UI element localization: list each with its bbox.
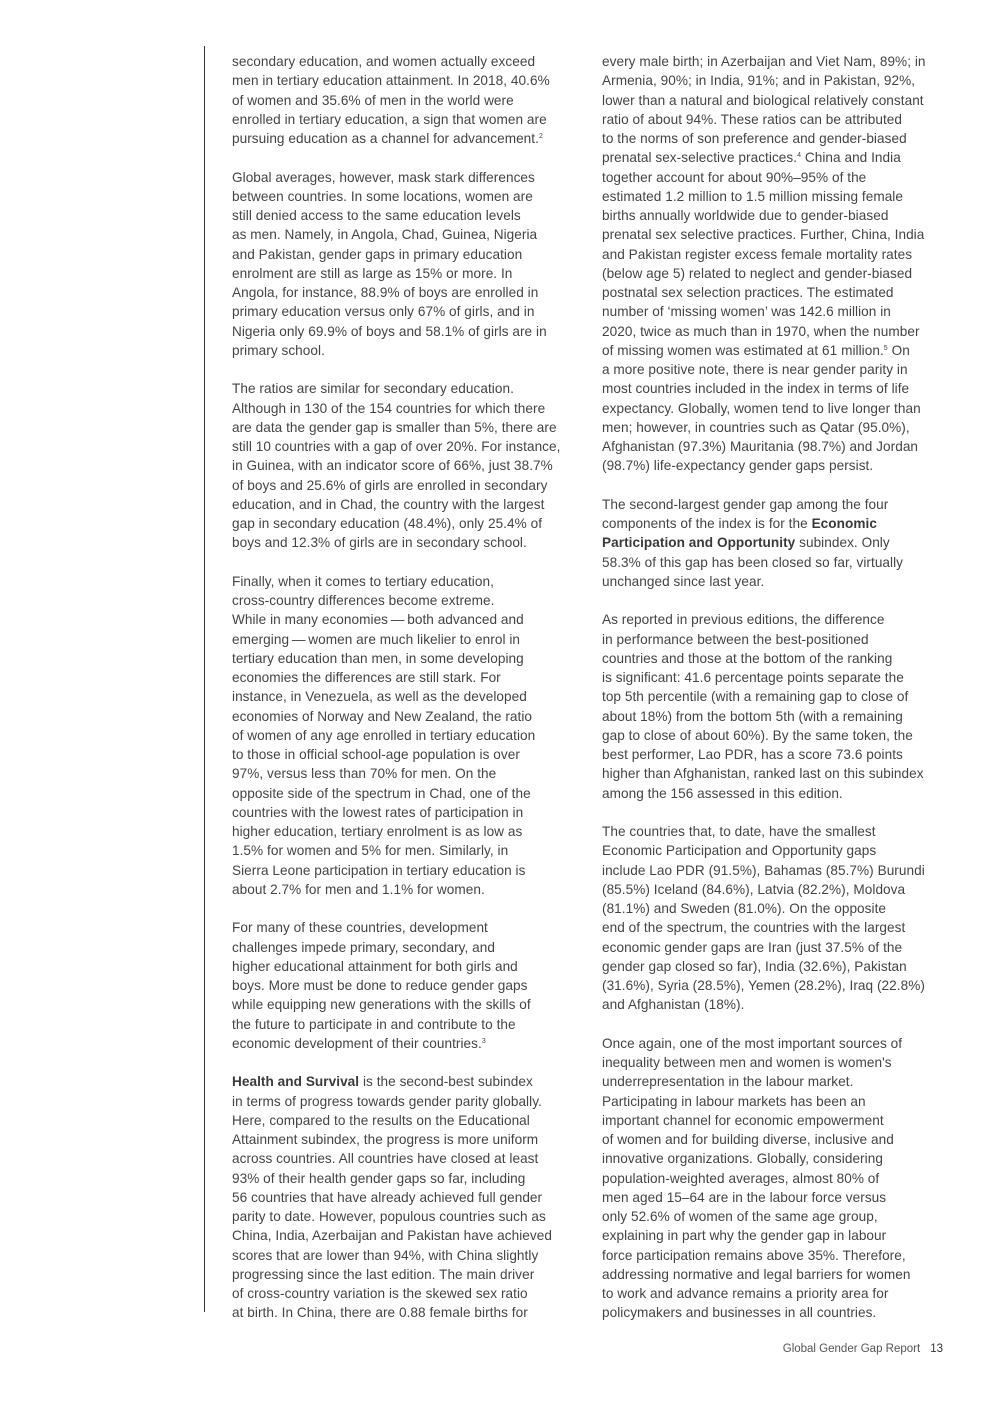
- text-line: are data the gender gap is smaller than 5%, there are: [232, 419, 557, 435]
- page-footer: [783, 1343, 943, 1355]
- text-line: The countries that, to date, have the smallest: [602, 824, 876, 839]
- text-line: Once again, one of the most important sources of: [602, 1035, 903, 1051]
- text-line: is significant: 41.6 percentage points separate the: [602, 670, 904, 685]
- text-line: still denied access to the same education levels: [232, 208, 521, 223]
- text-line: challenges impede primary, secondary, and: [232, 939, 495, 955]
- text-line: most countries included in the index in terms of life: [602, 381, 910, 397]
- text-line: Participation and Opportunity subindex. Only: [602, 535, 890, 551]
- text-line: across countries. All countries have closed at least: [232, 1151, 539, 1167]
- footnote-marker: 4: [797, 152, 802, 160]
- text-line: explaining in part why the gender gap in labour: [602, 1228, 887, 1244]
- text-line: men aged 15–64 are in the labour force versus: [602, 1189, 887, 1205]
- text-line: economic development of their countries.$^3$: [232, 1035, 486, 1051]
- text-line: only 52.6% of women of the same age group,: [602, 1209, 878, 1224]
- text-line: in Guinea, with an indicator score of 66%, just 38.7%: [232, 458, 553, 474]
- text-line: higher educational attainment for both girls and: [232, 958, 518, 974]
- text-line: of women and for building diverse, inclusive and: [602, 1132, 894, 1147]
- text-line: between countries. In some locations, women are: [232, 188, 533, 204]
- text-line: in performance between the best-positioned: [602, 631, 869, 647]
- text-line: Economic Participation and Opportunity gaps: [602, 843, 877, 859]
- text-line: prenatal sex selective practices. Further, China, India: [602, 227, 925, 243]
- text-line: force participation remains above 35%. Therefore,: [602, 1247, 906, 1263]
- text-line: higher education, tertiary enrolment is as low as: [232, 824, 523, 839]
- text-line: components of the index is for the Economic: [602, 516, 877, 531]
- text-line: enrolment are still as large as 15% or more. In: [232, 265, 513, 281]
- text-line: best performer, Lao PDR, has a score 73.6 points: [602, 747, 903, 762]
- report-title: Global Gender Gap Report: [782, 1343, 921, 1355]
- text-line: higher than Afghanistan, ranked last on this subindex: [602, 766, 924, 782]
- text-line: secondary education, and women actually exceed: [232, 54, 536, 69]
- text-line: as men. Namely, in Angola, Chad, Guinea, Nigeria: [232, 227, 538, 243]
- text-line: The second-largest gender gap among the four: [602, 496, 889, 512]
- paragraph: [232, 168, 584, 361]
- text-line: (31.6%), Syria (28.5%), Yemen (28.2%), Iraq (22.8%): [602, 978, 925, 993]
- paragraph: [232, 572, 584, 899]
- text-line: parity to date. However, populous countries such as: [232, 1209, 546, 1224]
- text-line: Health and Survival is the second-best subindex: [232, 1074, 533, 1090]
- text-line: of women and 35.6% of men in the world were: [232, 92, 514, 108]
- text-line: addressing normative and legal barriers for women: [602, 1266, 911, 1282]
- paragraph: [232, 1072, 584, 1322]
- text-line: economic gender gaps are Iran (just 37.5% of the: [602, 939, 903, 955]
- text-line: tertiary education than men, in some developing: [232, 650, 524, 666]
- text-line: men in tertiary education attainment. In 2018, 40.6%: [232, 73, 550, 89]
- text-line: postnatal sex selection practices. The estimated: [602, 285, 894, 300]
- text-line: unchanged since last year.: [602, 573, 765, 589]
- text-line: Armenia, 90%; in India, 91%; and in Pakistan, 92%,: [602, 73, 916, 89]
- left-column: [232, 52, 584, 1342]
- page-number: 13: [930, 1343, 943, 1355]
- text-line: the future to participate in and contribute to the: [232, 1016, 516, 1032]
- text-line: a more positive note, there is near gender parity in: [602, 362, 908, 377]
- text-line: boys. More must be done to reduce gender gaps: [232, 978, 528, 993]
- text-line: lower than a natural and biological relatively constant: [602, 92, 924, 108]
- text-line: Finally, when it comes to tertiary education,: [232, 573, 494, 589]
- text-line: include Lao PDR (91.5%), Bahamas (85.7%) Burundi: [602, 862, 925, 878]
- paragraph: [602, 822, 954, 1015]
- text-line: pursuing education as a channel for advancement.$^2$: [232, 131, 543, 146]
- bold-term: Participation and Opportunity: [602, 535, 796, 551]
- text-line: Nigeria only 69.9% of boys and 58.1% of girls are in: [232, 323, 547, 339]
- text-line: (98.7%) life-expectancy gender gaps persist.: [602, 458, 874, 474]
- text-line: prenatal sex-selective practices.$^4$ China and India: [602, 150, 901, 166]
- text-line: opposite side of the spectrum in Chad, one of the: [232, 785, 531, 801]
- text-line: 56 countries that have already achieved full gender: [232, 1189, 543, 1205]
- text-line: (below age 5) related to neglect and gender-biased: [602, 265, 913, 281]
- text-line: in terms of progress towards gender parity globally.: [232, 1093, 542, 1109]
- text-line: every male birth; in Azerbaijan and Viet Nam, 89%; in: [602, 54, 926, 69]
- text-line: of boys and 25.6% of girls are enrolled in secondary: [232, 477, 548, 493]
- footnote-marker: 3: [481, 1037, 486, 1045]
- text-line: Afghanistan (97.3%) Mauritania (98.7%) and Jordan: [602, 439, 919, 454]
- text-line: Global averages, however, mask stark differences: [232, 169, 535, 185]
- text-line: The ratios are similar for secondary education.: [232, 381, 514, 397]
- text-line: men; however, in countries such as Qatar (95.0%),: [602, 419, 910, 435]
- text-line: together account for about 90%–95% of the: [602, 169, 867, 185]
- column-rule: [204, 46, 205, 1312]
- text-line: countries with the lowest rates of participation in: [232, 804, 524, 820]
- text-line: end of the spectrum, the countries with the largest: [602, 920, 906, 936]
- text-line: to work and advance remains a priority area for: [602, 1286, 889, 1301]
- text-line: Participating in labour markets has been an: [602, 1093, 866, 1109]
- text-line: population-weighted averages, almost 80% of: [602, 1170, 880, 1186]
- text-line: countries and those at the bottom of the ranking: [602, 650, 893, 666]
- text-line: important channel for economic empowerment: [602, 1112, 884, 1128]
- text-line: still 10 countries with a gap of over 20%. For instance,: [232, 439, 561, 454]
- text-line: of cross-country variation is the skewed sex ratio: [232, 1286, 528, 1301]
- bold-term: Economic: [811, 516, 877, 531]
- text-line: education, and in Chad, the country with the largest: [232, 496, 545, 512]
- paragraph: [232, 918, 584, 1053]
- bold-term: Health and Survival: [232, 1074, 360, 1090]
- text-line: of women of any age enrolled in tertiary education: [232, 727, 536, 743]
- text-line: to the norms of son preference and gender-biased: [602, 131, 907, 146]
- text-line: As reported in previous editions, the difference: [602, 612, 885, 628]
- text-line: of missing women was estimated at 61 million.$^5$ On: [602, 342, 910, 358]
- paragraph: [232, 52, 584, 148]
- paragraph: [602, 610, 954, 803]
- text-line: economies of Norway and New Zealand, the ratio: [232, 708, 533, 724]
- text-line: gender gap closed so far), India (32.6%), Pakistan: [602, 958, 907, 974]
- text-line: gap to close of about 60%). By the same token, the: [602, 727, 913, 743]
- text-line: economies the differences are still stark. For: [232, 670, 501, 685]
- text-line: primary education versus only 67% of girls, and in: [232, 304, 535, 320]
- text-line: policymakers and businesses in all countries.: [602, 1305, 877, 1321]
- text-line: Although in 130 of the 154 countries for which there: [232, 400, 546, 416]
- text-line: instance, in Venezuela, as well as the developed: [232, 689, 527, 705]
- text-line: While in many economies — both advanced and: [232, 612, 524, 628]
- text-line: 2020, twice as much than in 1970, when the number: [602, 323, 920, 339]
- text-line: China, India, Azerbaijan and Pakistan have achieved: [232, 1228, 552, 1244]
- text-line: boys and 12.3% of girls are in secondary school.: [232, 535, 527, 551]
- text-line: Attainment subindex, the progress is more uniform: [232, 1132, 539, 1147]
- text-line: (81.1%) and Sweden (81.0%). On the opposite: [602, 901, 887, 916]
- paragraph: [232, 379, 584, 552]
- paragraph: [602, 1034, 954, 1323]
- text-line: at birth. In China, there are 0.88 female births for: [232, 1305, 528, 1321]
- text-line: while equipping new generations with the skills of: [232, 997, 531, 1013]
- text-line: ratio of about 94%. These ratios can be attributed: [602, 111, 902, 127]
- paragraph: [602, 52, 954, 476]
- text-line: cross-country differences become extreme.: [232, 593, 495, 608]
- text-line: expectancy. Globally, women tend to live longer than: [602, 400, 921, 416]
- paragraph: [602, 495, 954, 591]
- text-line: Here, compared to the results on the Educational: [232, 1112, 530, 1128]
- text-line: emerging — women are much likelier to enrol in: [232, 631, 521, 647]
- text-line: inequality between men and women is women's: [602, 1055, 892, 1070]
- text-line: and Pakistan, gender gaps in primary education: [232, 246, 523, 262]
- text-line: top 5th percentile (with a remaining gap to close of: [602, 689, 909, 705]
- text-line: 58.3% of this gap has been closed so far, virtually: [602, 554, 904, 570]
- text-line: gap in secondary education (48.4%), only 25.4% of: [232, 516, 543, 531]
- text-line: scores that are lower than 94%, with China slightly: [232, 1247, 539, 1263]
- text-line: primary school.: [232, 342, 325, 358]
- text-line: and Afghanistan (18%).: [602, 997, 745, 1013]
- text-line: 97%, versus less than 70% for men. On the: [232, 766, 497, 782]
- text-line: about 2.7% for men and 1.1% for women.: [232, 881, 485, 897]
- text-line: among the 156 assessed in this edition.: [602, 785, 843, 801]
- text-line: innovative organizations. Globally, considering: [602, 1151, 883, 1167]
- text-line: estimated 1.2 million to 1.5 million missing female: [602, 188, 903, 204]
- text-line: to those in official school-age population is over: [232, 747, 520, 762]
- text-line: births annually worldwide due to gender-biased: [602, 208, 889, 223]
- text-line: enrolled in tertiary education, a sign that women are: [232, 111, 547, 127]
- text-line: underrepresentation in the labour market.: [602, 1074, 854, 1090]
- text-line: about 18%) from the bottom 5th (with a remaining: [602, 708, 903, 724]
- text-line: Angola, for instance, 88.9% of boys are enrolled in: [232, 285, 539, 300]
- footnote-marker: 5: [883, 344, 888, 352]
- right-column: [602, 52, 954, 1342]
- text-line: Sierra Leone participation in tertiary education is: [232, 862, 526, 878]
- text-line: and Pakistan register excess female mortality rates: [602, 246, 913, 262]
- text-line: For many of these countries, development: [232, 920, 488, 936]
- text-line: (85.5%) Iceland (84.6%), Latvia (82.2%), Moldova: [602, 881, 906, 897]
- footnote-marker: 2: [538, 133, 543, 140]
- text-line: 1.5% for women and 5% for men. Similarly, in: [232, 843, 509, 859]
- text-line: progressing since the last edition. The main driver: [232, 1266, 535, 1282]
- text-line: 93% of their health gender gaps so far, including: [232, 1170, 526, 1186]
- text-line: number of ‘missing women’ was 142.6 million in: [602, 304, 891, 320]
